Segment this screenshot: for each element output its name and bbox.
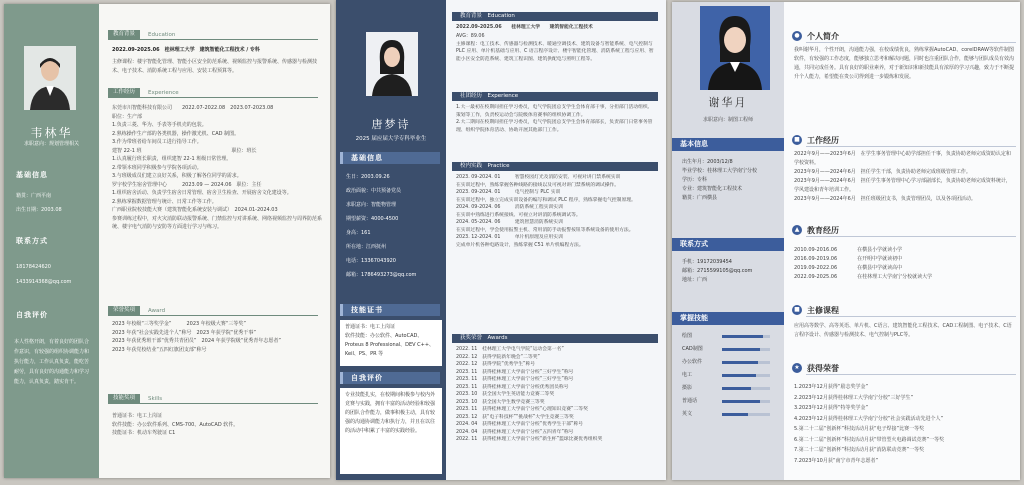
skill-level-bar [722, 413, 770, 416]
profile-photo [24, 46, 76, 110]
contact-title: 联系方式 [672, 238, 784, 251]
email: 1433914368@qq.com [16, 279, 72, 285]
skill-row [682, 397, 774, 406]
contact-list [682, 258, 752, 285]
candidate-name: 唐梦诗 [371, 118, 411, 131]
skill-level-bar [722, 400, 770, 403]
skill-row [682, 332, 774, 341]
field-school: 毕业学校：桂林理工大学南宁分校 [682, 168, 758, 174]
field-major: 专业：建筑智能化工程技术 [682, 186, 743, 192]
person-portrait-icon [24, 46, 76, 110]
candidate-name: 韦林华 [30, 126, 73, 140]
field-birth: 生日：2003.09.26 [346, 174, 390, 180]
resume-sheet-2 [336, 0, 666, 480]
skill-row [682, 345, 774, 354]
field-phone: 电话：13367043920 [346, 258, 396, 264]
award-heading: 获奖荣誉 Awards [452, 334, 658, 343]
birth-date: 出生日期：2003.08 [16, 207, 62, 213]
grad-info: 2025 届应届大学专科毕业生 [355, 136, 427, 142]
award-text: 2022. 11 桂林理工大学电气学院“运动会第一名” 2022. 12 获得学院新年晚会“二等奖” 2022. 12 获得学院“优秀学生”称号 2023. 11 获得桂林理工大学南宁分校“三好学生”称号 2023. 11 获得桂林理工大学南宁分校“三好学生”称号 2023. 11 获得桂林理工大学南宁分校优秀团员称号 2023. 10 获全国大学生英语能力竞赛二等奖 2023. 10 获全国大学生数学竞赛三等奖 2023. 11 获得桂林理工大学南宁分校“心理知识竞赛”二等奖 2023. 12 获“电子科技杯”“挑战杯”大学生竞赛三等奖 2024. 04 获得桂林理工大学南宁分校“优秀学生干部”称号 2024. 04 获得桂林理工大学南宁分校“五四青年”称号 2022. 11 获得桂林理工大学南宁分校“新生杯”篮球比赛优秀组织奖 [456, 347, 603, 442]
hometown: 籍贯：广西平南 [16, 193, 52, 199]
skill-level-fill [722, 348, 760, 351]
skill-level-fill [722, 361, 758, 364]
self-eval-text: 专业技能扎实，在校期间积极参与校内外竞赛与实践，拥有丰富的活动经验和较强的团队合作能力，做事积极主动，具有较强的沟通协调能力和执行力，并且在以往的活动中积累了丰富的实践经验。 [340, 388, 442, 474]
self-eval-title: 自我评价 [16, 311, 48, 319]
cert-title: 技能证书 [340, 304, 440, 316]
intro-heading: ● 个人简介 [792, 30, 839, 42]
candidate-name: 谢华月 [708, 96, 748, 109]
work-text: 东莞市川智能科技有限公司 2022.07-2022.08 2023.07-2023.08 职位：生产部 1.负责三菱、华为、手表等手机壳的包装。 2.熟练操作生产部的各类机器，操作激光机、CAD 制图。 3.作为带班者给车间员工进行指导工作。 建智 22-1 班 职位：班长 1.认真履行班长职责，组织建智 22-1 班级日常管理。 2.带领本班同学积极参与学院各项活动。 3.与班级成员们建立良好关系，积极了解各位同学的需求。 罗宇校学生宿舍管理中心 2023.09 — 2024.06 职位：主任 1.组织宿舍活动、负责学生宿舍日常管理、宿舍卫生检查、开展宿舍文化建设等。 2.熟练掌握数据管理与统计、日常工作等工作。 广西职业院校技能大赛（建筑智能化系统安装与调试） 2024.01-2024.03 参赛训练过程中，对火灾消防联动报警系统、门禁监控与对讲系统、网络视频监控与周界防范系统、楼宇电气消防与安防等方面进行学习与练习。 [112, 105, 323, 230]
skills-title: 掌握技能 [672, 312, 784, 325]
award-text: 1.2023年12月获得“励志奖学金” 2.2023年12月获得桂林理工大学南宁分校“三好学生” 3.2023年12月获得“特等奖学金” 4.2023年12月获得桂林理工大学南宁分校“社会实践活动先进个人” 5.第二十二届“创新杯”科技活动月获“电子焊接”比赛一等奖 6.第二十二届“创新杯”科技活动月获“带管型火电路调试竞赛”一等奖 7.第二十二届“创新杯”科技活动月获“消防联动竞赛”一等奖 7.2023年10月获“南宁市青年志愿者” [794, 384, 945, 464]
skill-level-fill [722, 335, 763, 338]
edu-heading: 教育背景 Education [108, 30, 175, 39]
field-email: 邮箱：2715599105@qq.com [682, 268, 753, 274]
contact-title: 联系方式 [16, 237, 48, 245]
award-heading: 荣誉奖项 Award [108, 306, 165, 315]
skill-level-fill [722, 387, 751, 390]
edu-heading: ▲ 教育经历 [792, 224, 839, 236]
skill-label: 普通话 [682, 398, 698, 404]
field-location: 所在地：江西抚州 [346, 244, 387, 250]
skill-label: 电工 [682, 372, 693, 378]
self-eval-text: 本人性格开朗，有着良好的团队合作意识，有较强的组织协调能力和执行能力，工作认真负责，能吃苦耐劳，具有良好的沟通能力和学习能力，认真负责，踏实肯干。 [14, 339, 90, 385]
edu-heading: 教育背景 Education [452, 12, 658, 21]
skill-label: 摄影 [682, 385, 693, 391]
field-address: 地址：广西 [682, 277, 708, 283]
field-degree: 学历：专科 [682, 177, 708, 183]
practice-heading: 校内实践 Practice [452, 162, 658, 171]
field-salary: 期望薪资：4000-4500 [346, 216, 399, 222]
job-intent: 求职意向：制图工程师 [702, 117, 753, 123]
intro-text: 我叫谢华月，个性开朗，沟通能力强，在校成绩优良，熟练掌握AutoCAD、coreIDRAW等软件制图软件，有较强的工作态度，能够独立思考和解决问题，同时也注重团队合作，能够与团队成员有效沟通，共同完成任务。具有良好的职业素养，对于新知识和新技能具有浓厚的学习兴趣，致力于不断提升个人能力，希望能在贵公司得到进一步锻炼和发展。 [794, 47, 1015, 80]
skill-level-bar [722, 335, 770, 338]
field-intent: 求职意向：智能物管理 [346, 202, 397, 208]
skill-level-fill [722, 413, 748, 416]
skill-row [682, 371, 774, 380]
resume-sheet-1 [4, 4, 330, 478]
award-heading: ★ 获得荣誉 [792, 362, 839, 374]
skill-level-bar [722, 374, 770, 377]
skill-label: CAD制图 [682, 346, 703, 352]
award-text: 2023 年校级“三等奖学金” 2023 年校级大赛“三等奖” 2023 年获“社会实践先进个人”称号 2023 年获学院“优秀干事” 2023 年获优秀班干部“优秀共青团员” 2024 年获学院级“优秀青年志愿者” 2023 年获党校结业“五四红旗团支部”称号 [112, 321, 281, 353]
person-portrait-icon [366, 32, 418, 96]
field-politics: 政治面貌：中共预备党员 [346, 188, 402, 194]
profile-photo [700, 6, 770, 90]
field-phone: 手机：19172039454 [682, 259, 732, 265]
work-heading: ■ 工作经历 [792, 134, 839, 146]
sidebar [336, 0, 446, 480]
skill-label: 英文 [682, 411, 693, 417]
exp-text: 1.大一最初在校期间担任学习委员，电气学院团总支学生会体育部干事，分担部门活动组织、策划等工作，负责校运动会与院级体育赛事的组织协调工作。 2.大二期间在校期间担任学习委员，电气学院团总支学生会体育部部长，负责部门日常事务管理、组织学院体育活动、协助开展其他部门工作。 [456, 105, 653, 133]
person-icon: ● [792, 31, 802, 41]
resume-sheet-3 [672, 2, 1020, 480]
basic-info-list [346, 170, 416, 282]
skill-heading: 技能奖项 Skills [108, 394, 162, 403]
book-icon: ■ [792, 305, 802, 315]
edu-line: 2022.09-2025.06 桂林理工大学 建筑智能化工程技术 [456, 25, 593, 30]
graduation-cap-icon: ▲ [792, 225, 802, 235]
course-text: 应用高等数学、高等英语、单片机、C语言、建筑智能化工程技术、CAD工程制图、电子技术、C语言程序设计、传感器与检测技术、电气控制与PLC等。 [794, 323, 1012, 338]
person-portrait-icon [700, 6, 770, 90]
skill-label: 绘图 [682, 333, 693, 339]
skill-level-fill [722, 400, 760, 403]
basic-info-title: 基础信息 [340, 152, 440, 164]
briefcase-icon: ■ [792, 135, 802, 145]
edu-text: 主修课程：楼宇智能化管理、智能小区安全防范系统、视频监控与报警系统、传感器与检测技术、电子技术、消防系统工程与应用、安装工程预算等。 [112, 59, 318, 74]
basic-info-title: 基本信息 [672, 138, 784, 151]
edu-text: AVG：89.06 主修课程：电工技术、传感器与检测技术、暖通空调技术、建筑设备与智能系统、电气控制与 PLC 应用、单片机基础与应用、C 语言程序设计、楼宇智能化管理、消防系统工程与应用、智能小区安全防范系统、建筑工程识图、建筑供配电与照明工程等。 [456, 34, 654, 62]
skill-level-fill [722, 374, 756, 377]
skill-level-bar [722, 348, 770, 351]
skill-level-bar [722, 387, 770, 390]
field-hometown: 籍贯：广西横县 [682, 195, 718, 201]
work-text: 2022年9月——2023年6月 在学生事务管理中心助学部担任干事，负责协助老师完成资助认定和学校资料。 2023年9月——2024年6月 担任学生干部，负责协助老师完成班级管理工作。 2023年9月——2024年6月 担任学生事务管理中心学习部副部长，负责协助老师完成资料统计，学风建设和青年培训工作。 2023年9月——2024年6月 担任班级团支书，负责管理团员，以及各项团活动。 [794, 151, 1011, 202]
practice-text: 2023. 09-2024. 01 智慧校园灯光及消防安装、可视对讲门禁系统实训 在实训过程中，熟练掌握各种线路的接线以及可视对讲门禁系统的调试操作。 2023. 09-2024. 01 电气控制与 PLC 实训 在实训过程中，独立完成实训设备的编写和调试 PLC 程序，熟练掌握电气控制原理。 2024. 09-2024. 06 消防系统工程实训实训 在实训中熟练进行系统接线、可视立对讲消防系统调试等。 2024. 05-2024. 06 建筑智慧消防系统实训 在实训过程中，学会使用报警主机、常用消防手动报警按钮等系统设备的使用方法。 2023. 12-2024. 01 单片机原理及应用实训 完成单片机各种电路设计，熟练掌握 C51 单片机编程方法。 [456, 175, 636, 248]
work-heading: 工作经历 Experience [108, 88, 179, 97]
skill-row [682, 410, 774, 419]
phone: 18178424620 [16, 264, 51, 270]
skill-label: 办公软件 [682, 359, 703, 365]
job-intent: 求职意向：规划管理相关 [23, 141, 79, 147]
self-eval-title: 自我评价 [340, 372, 440, 384]
edu-text: 2010.09-2016.06 在横县小学就读小学 2016.09-2019.06 在开明中学就读初中 2019.09-2022.06 在横县中学就读高中 2022.09-2025.06 在桂林理工大学南宁分校就读大学 [794, 247, 933, 280]
field-birth: 出生年月：2003/12/8 [682, 159, 733, 165]
skill-text: 普通证书：电工上岗证 软件技能：办公软件系列、CMS-700、AutoCAD 软件。 技能证书：机动车驾驶证 C1 [112, 413, 239, 436]
field-email: 邮箱：1786493273@qq.com [346, 272, 417, 278]
basic-info-title: 基础信息 [16, 171, 48, 179]
edu-line: 2022.09-2025.06 桂林理工大学 建筑智能化工程技术 / 专科 [112, 47, 260, 53]
sidebar [672, 2, 784, 480]
exp-heading: 社团经历 Experience [452, 92, 658, 101]
field-height: 身高：161 [346, 230, 371, 236]
basic-info-list [682, 158, 757, 203]
course-heading: ■ 主修课程 [792, 304, 839, 316]
trophy-icon: ★ [792, 363, 802, 373]
skill-level-bar [722, 361, 770, 364]
skill-row [682, 384, 774, 393]
skill-row [682, 358, 774, 367]
profile-photo [366, 32, 418, 96]
sidebar [4, 4, 99, 478]
cert-text: 普通证书：电工上岗证 软件技能：办公软件、AutoCAD、Proteus 8 Professional、DEV C++、Keil、PS、PR 等 [340, 320, 442, 366]
